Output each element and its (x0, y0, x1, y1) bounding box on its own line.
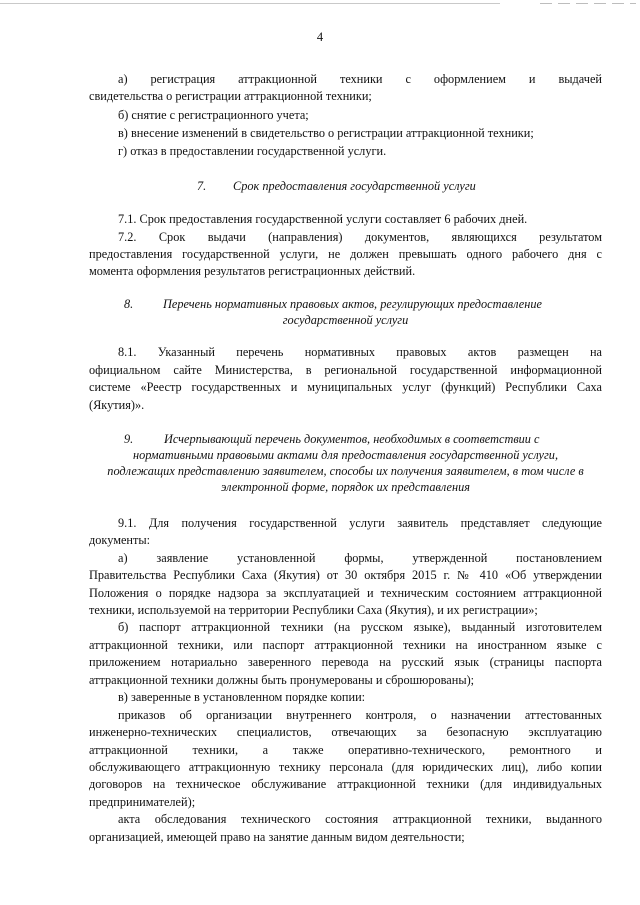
section-9-item-b-line3: приложением нотариально заверенного перевода на русский язык (страницы паспорта (89, 655, 602, 669)
section-8-p-line1: 8.1. Указанный перечень нормативных правовых актов размещен на (118, 345, 602, 359)
list-item-g: г) отказ в предоставлении государственной услуги. (118, 144, 387, 158)
list-item-b: б) снятие с регистрационного учета; (118, 108, 309, 122)
section-8-title-line1: Перечень нормативных правовых актов, регулирующих предоставление (163, 297, 542, 311)
section-7-p2-line2: предоставления государственной услуги, не должен превышать одного рабочего дня с (89, 247, 602, 261)
section-9-item-b-line2: аттракционной техники, или паспорт аттракционной техники на иностранном языке с (89, 638, 602, 652)
section-9-title-line1: Исчерпывающий перечень документов, необходимых в соответствии с (164, 432, 540, 446)
section-9-orders-line2: инженерно-технических специалистов, отвечающих за безопасную эксплуатацию (89, 725, 602, 739)
section-9-item-b-line1: б) паспорт аттракционной техники (на русском языке), выданный изготовителем (118, 620, 602, 634)
section-9-number: 9. (124, 432, 134, 446)
section-9-title-line4: электронной форме, порядок их представления (221, 480, 470, 494)
scan-top-line-dashed (540, 3, 636, 4)
section-9-intro-line2: документы: (89, 533, 151, 547)
scan-top-line (0, 3, 500, 4)
section-9-item-b-line4: аттракционной техники должны быть пронумерованы и сброшюрованы); (89, 673, 475, 687)
section-9-item-a-line4: техники, используемой на территории Республики Саха (Якутия), и их регистрации»; (89, 603, 538, 617)
list-item-a-line1: а) регистрация аттракционной техники с оформлением и выдачей (118, 72, 602, 86)
section-9-item-a-line2: Правительства Республики Саха (Якутия) от 30 октября 2015 г. № 410 «Об утверждении (89, 568, 602, 582)
page-number: 4 (316, 30, 324, 44)
section-7-p2-line1: 7.2. Срок выдачи (направления) документов, являющихся результатом (118, 230, 602, 244)
list-item-v: в) внесение изменений в свидетельство о регистрации аттракционной техники; (118, 126, 534, 140)
section-9-intro-line1: 9.1. Для получения государственной услуги заявитель представляет следующие (118, 516, 602, 530)
section-9-item-v-line1: в) заверенные в установленном порядке копии: (118, 690, 366, 704)
section-9-item-a-line3: Положения о порядке надзора за эксплуатацией и техническим состоянием аттракционной (89, 586, 602, 600)
section-8-p-line2: официальном сайте Министерства, в региональной государственной информационной (89, 363, 602, 377)
section-7-number: 7. (197, 179, 207, 193)
section-9-orders-line1: приказов об организации внутреннего контроля, о назначении аттестованных (118, 708, 602, 722)
section-9-item-a-line1: а) заявление установленной формы, утвержденной постановлением (118, 551, 602, 565)
section-8-title-line2: государственной услуги (282, 313, 409, 327)
section-9-orders-line5: договоров на техническое обслуживание аттракционной техники (для индивидуальных (89, 777, 602, 791)
section-9-title-line3: подлежащих представлению заявителем, способы их получения заявителем, в том числе в (107, 464, 584, 478)
section-7-p1: 7.1. Срок предоставления государственной услуги составляет 6 рабочих дней. (118, 212, 528, 226)
list-item-a-line2: свидетельства о регистрации аттракционной техники; (89, 89, 372, 103)
section-9-orders-line6: предпринимателей); (89, 795, 196, 809)
section-8-p-line3: системе «Реестр государственных и муниципальных услуг (функций) Республики Саха (89, 380, 602, 394)
section-9-act-line1: акта обследования технического состояния аттракционной техники, выданного (118, 812, 602, 826)
section-9-act-line2: организацией, имеющей право на занятие данным видом деятельности; (89, 830, 465, 844)
section-7-p2-line3: момента оформления результатов регистрационных действий. (89, 264, 416, 278)
section-8-number: 8. (124, 297, 134, 311)
section-9-orders-line4: обслуживающего аттракционную технику персонала (для юридических лиц), либо копии (89, 760, 602, 774)
section-7-title: Срок предоставления государственной услуги (233, 179, 476, 193)
section-8-p-line4: (Якутия)». (89, 398, 145, 412)
section-9-orders-line3: аттракционной техники, а также оперативно-технического, ремонтного и (89, 743, 602, 757)
section-9-title-line2: нормативными правовыми актами для предоставления государственной услуги, (132, 448, 559, 462)
